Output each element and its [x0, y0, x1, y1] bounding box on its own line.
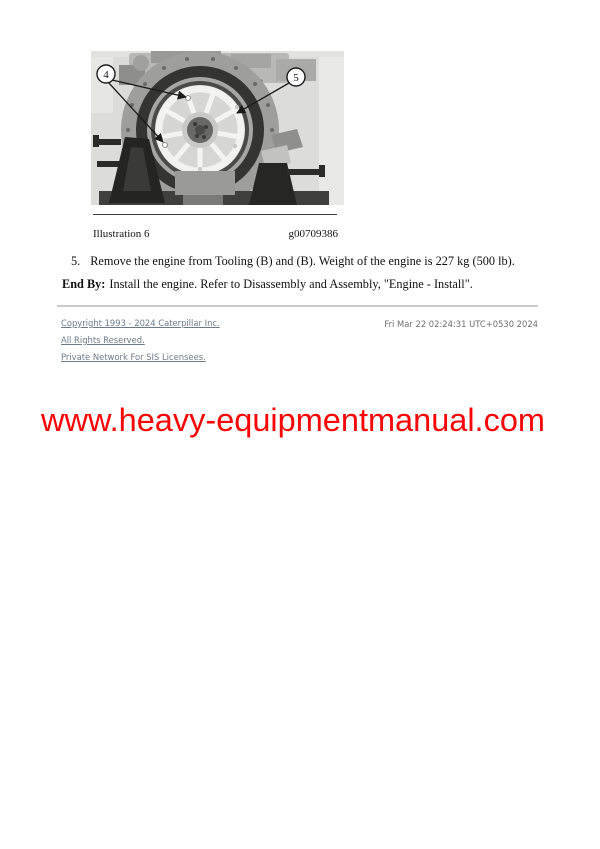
callout-5-number: 5 — [293, 72, 299, 84]
sis-licensees-link[interactable]: Private Network For SIS Licensees. — [61, 352, 206, 362]
illustration-caption-row — [93, 228, 338, 240]
step-item — [71, 254, 541, 269]
end-by-label: End By: — [62, 277, 106, 291]
end-by-text: Install the engine. Refer to Disassembly and Assembly, "Engine - Install". — [109, 277, 473, 291]
flywheel-bolt — [186, 96, 191, 101]
copyright-link[interactable]: Copyright 1993 - 2024 Caterpillar Inc. — [61, 318, 220, 328]
step-text: Remove the engine from Tooling (B) and (B). Weight of the engine is 227 kg (500 lb). — [90, 254, 515, 268]
flywheel-bolt — [163, 143, 168, 148]
illustration-figure-id: g00709386 — [288, 228, 338, 240]
engine-photo — [91, 51, 344, 205]
end-by-paragraph — [62, 277, 552, 292]
illustration-divider — [93, 214, 337, 215]
step-number: 5. — [71, 254, 81, 268]
illustration-figure — [91, 51, 344, 205]
page-footer — [57, 305, 538, 365]
illustration-caption: Illustration 6 — [93, 228, 150, 240]
footer-links — [61, 318, 220, 369]
flywheel-hub — [182, 112, 218, 148]
callout-4 — [97, 65, 115, 83]
callout-4-number: 4 — [103, 69, 109, 81]
timestamp: Fri Mar 22 02:24:31 UTC+0530 2024 — [384, 319, 538, 329]
rights-reserved-link[interactable]: All Rights Reserved. — [61, 335, 145, 345]
callout-5 — [287, 68, 305, 86]
watermark: www.heavy-equipmentmanual.com — [41, 402, 545, 438]
